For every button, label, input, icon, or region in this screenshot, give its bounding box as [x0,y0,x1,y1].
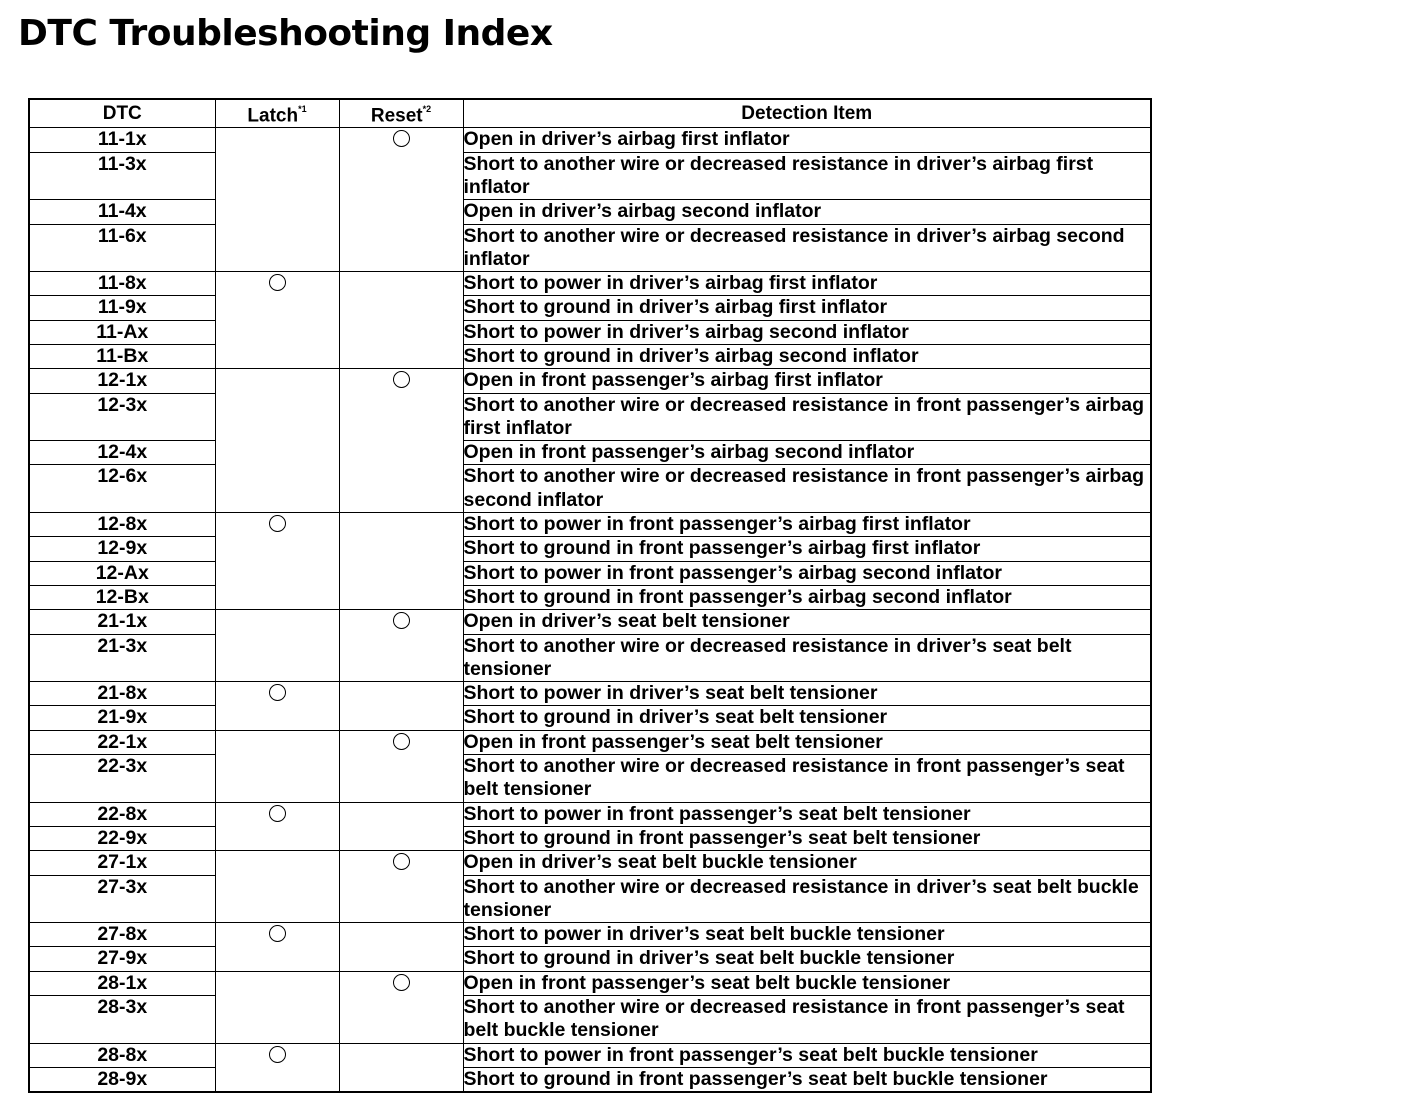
dtc-code: 27-3x [29,875,215,923]
dtc-code: 27-9x [29,947,215,971]
reset-cell [339,610,463,682]
dtc-code: 22-9x [29,826,215,850]
table-row [29,1067,1151,1092]
detection-item: Short to another wire or decreased resistance in front passenger’s seat belt buckle tensioner [463,996,1151,1044]
dtc-code: 12-Bx [29,585,215,609]
header-detection-label: Detection Item [741,102,873,124]
dtc-code: 22-1x [29,730,215,754]
table-row [29,634,1151,682]
table-row [29,755,1151,803]
table-row [29,1043,1151,1067]
table-row [29,947,1151,971]
latch-cell [215,1043,339,1092]
dtc-code: 12-9x [29,537,215,561]
reset-cell [339,802,463,851]
detection-item: Open in front passenger’s seat belt tensioner [463,730,1151,754]
table-row [29,441,1151,465]
detection-item: Short to another wire or decreased resistance in driver’s airbag second inflator [463,224,1151,272]
table-row [29,971,1151,995]
dtc-code: 11-Bx [29,345,215,369]
dtc-code: 27-1x [29,851,215,875]
latch-cell [215,971,339,1043]
detection-item: Short to power in driver’s airbag second inflator [463,320,1151,344]
detection-item: Open in driver’s airbag second inflator [463,200,1151,224]
circle-mark-icon [393,612,410,629]
latch-cell [215,369,339,513]
reset-cell [339,128,463,272]
dtc-code: 21-3x [29,634,215,682]
detection-item: Short to power in front passenger’s airbag first inflator [463,513,1151,537]
dtc-code: 11-3x [29,152,215,200]
circle-mark-icon [269,925,286,942]
circle-mark-icon [269,684,286,701]
table-row [29,465,1151,513]
header-reset [339,99,463,128]
table-row [29,610,1151,634]
detection-item: Short to power in front passenger’s airbag second inflator [463,561,1151,585]
detection-item: Short to another wire or decreased resistance in front passenger’s airbag second inflator [463,465,1151,513]
table-row [29,369,1151,393]
latch-cell [215,513,339,610]
detection-item: Short to ground in driver’s airbag second inflator [463,345,1151,369]
reset-cell [339,730,463,802]
table-body [29,128,1151,1092]
reset-cell [339,923,463,972]
circle-mark-icon [393,733,410,750]
table-row [29,345,1151,369]
dtc-code: 11-4x [29,200,215,224]
table-header [29,99,1151,128]
dtc-code: 27-8x [29,923,215,947]
table-row [29,152,1151,200]
circle-mark-icon [269,1046,286,1063]
dtc-code: 28-3x [29,996,215,1044]
circle-mark-icon [393,853,410,870]
reset-cell [339,513,463,610]
dtc-code: 12-Ax [29,561,215,585]
dtc-code: 28-8x [29,1043,215,1067]
detection-item: Short to another wire or decreased resistance in driver’s seat belt buckle tensioner [463,875,1151,923]
dtc-code: 21-8x [29,682,215,706]
header-dtc-label: DTC [102,102,142,124]
table-row [29,513,1151,537]
dtc-code: 11-1x [29,128,215,152]
dtc-code: 12-6x [29,465,215,513]
circle-mark-icon [393,130,410,147]
header-reset-note: *2 [422,104,432,114]
table-row [29,393,1151,441]
table-row [29,826,1151,850]
dtc-code: 11-6x [29,224,215,272]
table-row [29,585,1151,609]
circle-mark-icon [269,274,286,291]
circle-mark-icon [393,371,410,388]
dtc-code: 28-1x [29,971,215,995]
header-latch-note: *1 [298,104,307,114]
detection-item: Open in driver’s airbag first inflator [463,128,1151,152]
table-row [29,682,1151,706]
latch-cell [215,128,339,272]
reset-cell [339,682,463,731]
table-row [29,923,1151,947]
detection-item: Short to ground in driver’s airbag first inflator [463,296,1151,320]
dtc-code: 21-9x [29,706,215,730]
dtc-code: 22-8x [29,802,215,826]
table-row [29,996,1151,1044]
latch-cell [215,610,339,682]
table-row [29,875,1151,923]
dtc-code: 11-8x [29,272,215,296]
detection-item: Short to ground in front passenger’s airbag first inflator [463,537,1151,561]
detection-item: Open in front passenger’s seat belt buckle tensioner [463,971,1151,995]
latch-cell [215,923,339,972]
table-row [29,561,1151,585]
dtc-code: 12-3x [29,393,215,441]
dtc-code: 28-9x [29,1067,215,1092]
dtc-code: 21-1x [29,610,215,634]
table-row [29,296,1151,320]
detection-item: Short to ground in driver’s seat belt buckle tensioner [463,947,1151,971]
table-row [29,802,1151,826]
reset-cell [339,272,463,369]
detection-item: Short to power in front passenger’s seat belt buckle tensioner [463,1043,1151,1067]
detection-item: Open in driver’s seat belt tensioner [463,610,1151,634]
reset-cell [339,1043,463,1092]
latch-cell [215,682,339,731]
reset-cell [339,851,463,923]
dtc-code: 11-9x [29,296,215,320]
latch-cell [215,851,339,923]
latch-cell [215,272,339,369]
header-row [29,99,1151,128]
table-row [29,706,1151,730]
detection-item: Open in front passenger’s airbag second inflator [463,441,1151,465]
dtc-index-table [28,98,1152,1093]
detection-item: Short to another wire or decreased resistance in driver’s seat belt tensioner [463,634,1151,682]
circle-mark-icon [269,805,286,822]
header-reset-label: Reset [370,105,423,127]
latch-cell [215,802,339,851]
page-title: DTC Troubleshooting Index [18,13,553,54]
table-row [29,320,1151,344]
reset-cell [339,971,463,1043]
detection-item: Short to another wire or decreased resistance in driver’s airbag first inflator [463,152,1151,200]
dtc-code: 22-3x [29,755,215,803]
table-row [29,224,1151,272]
dtc-code: 12-4x [29,441,215,465]
detection-item: Short to ground in driver’s seat belt tensioner [463,706,1151,730]
detection-item: Short to power in driver’s seat belt buckle tensioner [463,923,1151,947]
detection-item: Open in driver’s seat belt buckle tensioner [463,851,1151,875]
detection-item: Open in front passenger’s airbag first inflator [463,369,1151,393]
dtc-code: 12-1x [29,369,215,393]
header-latch-label: Latch [247,105,299,127]
circle-mark-icon [269,515,286,532]
table-row [29,730,1151,754]
header-detection-item [463,99,1151,128]
detection-item: Short to power in driver’s seat belt tensioner [463,682,1151,706]
detection-item: Short to ground in front passenger’s seat belt buckle tensioner [463,1067,1151,1092]
detection-item: Short to another wire or decreased resistance in front passenger’s airbag first inflator [463,393,1151,441]
circle-mark-icon [393,974,410,991]
reset-cell [339,369,463,513]
detection-item: Short to another wire or decreased resistance in front passenger’s seat belt tensioner [463,755,1151,803]
table-row [29,272,1151,296]
detection-item: Short to ground in front passenger’s airbag second inflator [463,585,1151,609]
dtc-code: 12-8x [29,513,215,537]
detection-item: Short to power in front passenger’s seat belt tensioner [463,802,1151,826]
latch-cell [215,730,339,802]
header-dtc [29,99,215,128]
detection-item: Short to power in driver’s airbag first inflator [463,272,1151,296]
dtc-code: 11-Ax [29,320,215,344]
header-latch [215,99,339,128]
table-row [29,537,1151,561]
table-row [29,851,1151,875]
detection-item: Short to ground in front passenger’s seat belt tensioner [463,826,1151,850]
table-row [29,128,1151,152]
table-row [29,200,1151,224]
